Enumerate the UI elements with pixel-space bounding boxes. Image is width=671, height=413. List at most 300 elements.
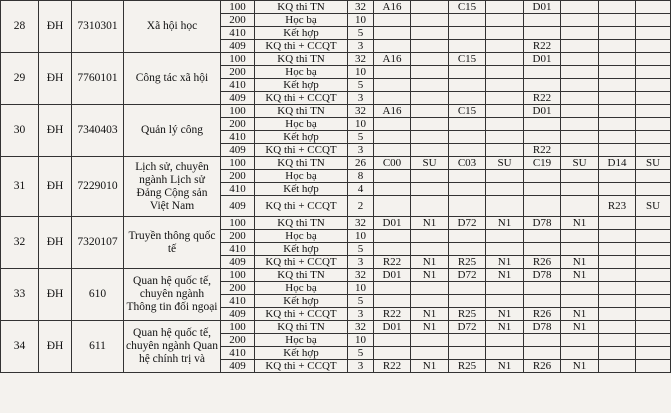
stt-cell: 28 xyxy=(1,1,39,53)
combo-cell xyxy=(374,230,411,243)
combo-cell: R22 xyxy=(374,256,411,269)
combo-cell xyxy=(599,27,636,40)
combo-cell: N1 xyxy=(561,321,599,334)
combo-cell xyxy=(449,131,486,144)
combo-cell: SU xyxy=(561,157,599,170)
combo-cell xyxy=(411,66,449,79)
stt-cell: 30 xyxy=(1,105,39,157)
combo-cell xyxy=(599,269,636,282)
major-code-cell: 610 xyxy=(72,269,124,321)
combo-cell xyxy=(411,282,449,295)
combo-cell xyxy=(636,170,671,183)
major-name-cell: Công tác xã hội xyxy=(124,53,221,105)
combo-cell xyxy=(449,243,486,256)
combo-cell xyxy=(411,196,449,217)
major-name-cell: Xã hội học xyxy=(124,1,221,53)
combo-cell xyxy=(411,230,449,243)
combo-cell xyxy=(374,79,411,92)
method-code-cell: 200 xyxy=(221,170,255,183)
method-name-cell: Kết hợp xyxy=(255,131,348,144)
table-row xyxy=(1,53,671,66)
combo-cell: R26 xyxy=(524,308,561,321)
combo-cell xyxy=(411,295,449,308)
major-code-cell: 7760101 xyxy=(72,53,124,105)
combo-cell xyxy=(486,14,524,27)
combo-cell xyxy=(449,144,486,157)
method-code-cell: 100 xyxy=(221,1,255,14)
level-cell: ĐH xyxy=(39,1,72,53)
method-code-cell: 100 xyxy=(221,217,255,230)
combo-cell xyxy=(524,334,561,347)
combo-cell xyxy=(636,269,671,282)
method-name-cell: KQ thi + CCQT xyxy=(255,144,348,157)
method-code-cell: 409 xyxy=(221,40,255,53)
combo-cell: R26 xyxy=(524,256,561,269)
combo-cell xyxy=(524,118,561,131)
combo-cell: D14 xyxy=(599,157,636,170)
combo-cell xyxy=(599,256,636,269)
method-code-cell: 410 xyxy=(221,27,255,40)
combo-cell xyxy=(524,243,561,256)
combo-cell: D78 xyxy=(524,321,561,334)
combo-cell: SU xyxy=(411,157,449,170)
method-code-cell: 100 xyxy=(221,105,255,118)
combo-cell xyxy=(374,295,411,308)
combo-cell xyxy=(636,118,671,131)
combo-cell xyxy=(411,347,449,360)
combo-cell xyxy=(411,183,449,196)
combo-cell: A16 xyxy=(374,53,411,66)
method-name-cell: KQ thi TN xyxy=(255,217,348,230)
method-name-cell: KQ thi + CCQT xyxy=(255,308,348,321)
combo-cell xyxy=(486,79,524,92)
combo-cell: N1 xyxy=(486,321,524,334)
combo-cell xyxy=(524,131,561,144)
combo-cell xyxy=(636,334,671,347)
combo-cell xyxy=(561,196,599,217)
combo-cell xyxy=(561,170,599,183)
combo-cell: N1 xyxy=(486,269,524,282)
combo-cell xyxy=(486,243,524,256)
combo-cell xyxy=(599,170,636,183)
method-code-cell: 100 xyxy=(221,53,255,66)
level-cell: ĐH xyxy=(39,269,72,321)
combo-cell: SU xyxy=(636,157,671,170)
combo-cell xyxy=(524,196,561,217)
combo-cell: N1 xyxy=(411,217,449,230)
major-name-cell: Quan hệ quốc tế, chuyên ngành Quan hệ chính trị và xyxy=(124,321,221,373)
combo-cell xyxy=(374,170,411,183)
quota-cell: 5 xyxy=(348,347,374,360)
combo-cell xyxy=(524,14,561,27)
combo-cell xyxy=(374,183,411,196)
combo-cell xyxy=(561,282,599,295)
method-code-cell: 409 xyxy=(221,256,255,269)
combo-cell xyxy=(636,105,671,118)
combo-cell xyxy=(374,27,411,40)
quota-cell: 4 xyxy=(348,183,374,196)
combo-cell xyxy=(599,14,636,27)
combo-cell xyxy=(486,196,524,217)
combo-cell xyxy=(411,144,449,157)
combo-cell xyxy=(561,66,599,79)
quota-cell: 3 xyxy=(348,308,374,321)
major-code-cell: 7229010 xyxy=(72,157,124,217)
method-code-cell: 200 xyxy=(221,282,255,295)
combo-cell: D72 xyxy=(449,217,486,230)
method-name-cell: Học bạ xyxy=(255,282,348,295)
method-code-cell: 410 xyxy=(221,183,255,196)
method-name-cell: Học bạ xyxy=(255,14,348,27)
combo-cell xyxy=(636,347,671,360)
method-code-cell: 410 xyxy=(221,79,255,92)
combo-cell xyxy=(599,334,636,347)
method-code-cell: 410 xyxy=(221,131,255,144)
combo-cell xyxy=(449,196,486,217)
method-name-cell: KQ thi TN xyxy=(255,321,348,334)
combo-cell xyxy=(411,40,449,53)
combo-cell xyxy=(524,282,561,295)
combo-cell xyxy=(411,243,449,256)
combo-cell xyxy=(599,1,636,14)
method-name-cell: Học bạ xyxy=(255,66,348,79)
combo-cell: D01 xyxy=(374,321,411,334)
combo-cell xyxy=(599,183,636,196)
method-code-cell: 410 xyxy=(221,295,255,308)
quota-cell: 10 xyxy=(348,334,374,347)
combo-cell xyxy=(486,53,524,66)
combo-cell xyxy=(486,92,524,105)
combo-cell: R22 xyxy=(524,92,561,105)
combo-cell: N1 xyxy=(561,360,599,373)
combo-cell xyxy=(636,14,671,27)
combo-cell xyxy=(486,1,524,14)
method-code-cell: 410 xyxy=(221,347,255,360)
method-name-cell: Kết hợp xyxy=(255,347,348,360)
combo-cell xyxy=(524,295,561,308)
combo-cell xyxy=(599,92,636,105)
method-code-cell: 409 xyxy=(221,196,255,217)
method-name-cell: Học bạ xyxy=(255,334,348,347)
quota-cell: 3 xyxy=(348,144,374,157)
combo-cell xyxy=(486,27,524,40)
quota-cell: 5 xyxy=(348,295,374,308)
table-row xyxy=(1,105,671,118)
combo-cell xyxy=(636,230,671,243)
combo-cell: N1 xyxy=(411,308,449,321)
combo-cell xyxy=(524,170,561,183)
combo-cell: D01 xyxy=(524,53,561,66)
method-name-cell: KQ thi + CCQT xyxy=(255,92,348,105)
combo-cell: N1 xyxy=(411,269,449,282)
quota-cell: 8 xyxy=(348,170,374,183)
combo-cell: N1 xyxy=(411,321,449,334)
combo-cell xyxy=(599,282,636,295)
combo-cell xyxy=(374,196,411,217)
table-row xyxy=(1,217,671,230)
combo-cell xyxy=(636,183,671,196)
level-cell: ĐH xyxy=(39,105,72,157)
combo-cell: D01 xyxy=(374,269,411,282)
combo-cell xyxy=(561,105,599,118)
combo-cell: SU xyxy=(636,196,671,217)
combo-cell: N1 xyxy=(486,256,524,269)
combo-cell xyxy=(411,14,449,27)
method-name-cell: Học bạ xyxy=(255,170,348,183)
combo-cell xyxy=(599,230,636,243)
combo-cell: N1 xyxy=(486,360,524,373)
method-name-cell: KQ thi TN xyxy=(255,105,348,118)
combo-cell xyxy=(561,1,599,14)
method-code-cell: 409 xyxy=(221,360,255,373)
quota-cell: 10 xyxy=(348,282,374,295)
combo-cell: D72 xyxy=(449,321,486,334)
combo-cell xyxy=(374,131,411,144)
combo-cell xyxy=(411,334,449,347)
method-name-cell: Kết hợp xyxy=(255,183,348,196)
combo-cell xyxy=(374,14,411,27)
level-cell: ĐH xyxy=(39,53,72,105)
combo-cell: C19 xyxy=(524,157,561,170)
combo-cell: R22 xyxy=(374,308,411,321)
combo-cell: N1 xyxy=(486,217,524,230)
combo-cell: N1 xyxy=(411,256,449,269)
combo-cell: D72 xyxy=(449,269,486,282)
combo-cell xyxy=(374,118,411,131)
combo-cell xyxy=(636,79,671,92)
combo-cell: D78 xyxy=(524,269,561,282)
quota-cell: 10 xyxy=(348,66,374,79)
combo-cell xyxy=(636,321,671,334)
combo-cell xyxy=(599,295,636,308)
combo-cell xyxy=(374,243,411,256)
combo-cell xyxy=(561,40,599,53)
combo-cell xyxy=(599,105,636,118)
method-code-cell: 100 xyxy=(221,321,255,334)
combo-cell xyxy=(524,27,561,40)
combo-cell: SU xyxy=(486,157,524,170)
quota-cell: 32 xyxy=(348,53,374,66)
combo-cell xyxy=(486,295,524,308)
combo-cell xyxy=(636,295,671,308)
quota-cell: 3 xyxy=(348,256,374,269)
combo-cell xyxy=(449,170,486,183)
combo-cell xyxy=(599,131,636,144)
combo-cell xyxy=(449,347,486,360)
combo-cell xyxy=(561,118,599,131)
combo-cell xyxy=(599,118,636,131)
combo-cell: R22 xyxy=(374,360,411,373)
combo-cell: C00 xyxy=(374,157,411,170)
method-code-cell: 100 xyxy=(221,157,255,170)
major-code-cell: 611 xyxy=(72,321,124,373)
combo-cell xyxy=(561,183,599,196)
table-body xyxy=(1,1,671,373)
combo-cell: D01 xyxy=(374,217,411,230)
level-cell: ĐH xyxy=(39,321,72,373)
combo-cell xyxy=(411,27,449,40)
combo-cell xyxy=(636,217,671,230)
method-code-cell: 409 xyxy=(221,92,255,105)
method-code-cell: 200 xyxy=(221,66,255,79)
combo-cell xyxy=(411,92,449,105)
combo-cell xyxy=(486,183,524,196)
combo-cell: C15 xyxy=(449,1,486,14)
quota-cell: 10 xyxy=(348,118,374,131)
combo-cell xyxy=(599,217,636,230)
combo-cell xyxy=(486,66,524,79)
combo-cell xyxy=(524,230,561,243)
combo-cell xyxy=(636,256,671,269)
method-name-cell: KQ thi TN xyxy=(255,53,348,66)
combo-cell xyxy=(599,321,636,334)
combo-cell xyxy=(449,295,486,308)
combo-cell xyxy=(449,14,486,27)
quota-cell: 32 xyxy=(348,321,374,334)
combo-cell: N1 xyxy=(411,360,449,373)
combo-cell xyxy=(561,14,599,27)
combo-cell xyxy=(561,79,599,92)
combo-cell xyxy=(636,40,671,53)
combo-cell xyxy=(561,230,599,243)
combo-cell: R26 xyxy=(524,360,561,373)
combo-cell xyxy=(599,40,636,53)
method-name-cell: KQ thi + CCQT xyxy=(255,360,348,373)
combo-cell xyxy=(486,118,524,131)
combo-cell xyxy=(561,295,599,308)
combo-cell xyxy=(374,66,411,79)
quota-cell: 3 xyxy=(348,92,374,105)
combo-cell xyxy=(411,1,449,14)
combo-cell xyxy=(486,347,524,360)
combo-cell xyxy=(561,144,599,157)
combo-cell xyxy=(374,144,411,157)
combo-cell xyxy=(561,334,599,347)
combo-cell xyxy=(449,183,486,196)
quota-cell: 5 xyxy=(348,27,374,40)
combo-cell xyxy=(486,334,524,347)
combo-cell xyxy=(449,27,486,40)
combo-cell xyxy=(486,170,524,183)
quota-cell: 32 xyxy=(348,105,374,118)
combo-cell xyxy=(524,66,561,79)
combo-cell xyxy=(599,66,636,79)
combo-cell xyxy=(599,308,636,321)
combo-cell xyxy=(599,243,636,256)
quota-cell: 32 xyxy=(348,217,374,230)
method-name-cell: Kết hợp xyxy=(255,79,348,92)
combo-cell xyxy=(599,79,636,92)
combo-cell xyxy=(636,53,671,66)
combo-cell xyxy=(524,183,561,196)
combo-cell xyxy=(374,347,411,360)
combo-cell xyxy=(449,230,486,243)
combo-cell xyxy=(636,92,671,105)
combo-cell xyxy=(636,144,671,157)
method-name-cell: Học bạ xyxy=(255,230,348,243)
combo-cell xyxy=(636,282,671,295)
combo-cell xyxy=(486,131,524,144)
combo-cell: A16 xyxy=(374,105,411,118)
major-code-cell: 7310301 xyxy=(72,1,124,53)
method-name-cell: KQ thi + CCQT xyxy=(255,256,348,269)
combo-cell xyxy=(486,144,524,157)
quota-cell: 3 xyxy=(348,40,374,53)
method-code-cell: 200 xyxy=(221,14,255,27)
method-code-cell: 409 xyxy=(221,144,255,157)
method-name-cell: KQ thi + CCQT xyxy=(255,40,348,53)
combo-cell xyxy=(411,79,449,92)
method-code-cell: 200 xyxy=(221,118,255,131)
combo-cell xyxy=(449,282,486,295)
combo-cell xyxy=(636,66,671,79)
combo-cell: N1 xyxy=(486,308,524,321)
combo-cell: A16 xyxy=(374,1,411,14)
combo-cell: C03 xyxy=(449,157,486,170)
combo-cell xyxy=(561,347,599,360)
method-name-cell: Kết hợp xyxy=(255,243,348,256)
combo-cell xyxy=(411,53,449,66)
major-code-cell: 7320107 xyxy=(72,217,124,269)
combo-cell xyxy=(449,92,486,105)
quota-cell: 5 xyxy=(348,131,374,144)
combo-cell xyxy=(374,40,411,53)
combo-cell: C15 xyxy=(449,105,486,118)
combo-cell: C15 xyxy=(449,53,486,66)
combo-cell xyxy=(636,308,671,321)
major-name-cell: Truyền thông quốc tế xyxy=(124,217,221,269)
combo-cell xyxy=(486,105,524,118)
combo-cell xyxy=(599,53,636,66)
combo-cell: R23 xyxy=(599,196,636,217)
quota-cell: 3 xyxy=(348,360,374,373)
combo-cell: D01 xyxy=(524,1,561,14)
combo-cell xyxy=(636,27,671,40)
combo-cell xyxy=(561,27,599,40)
combo-cell xyxy=(449,79,486,92)
combo-cell: N1 xyxy=(561,269,599,282)
stt-cell: 33 xyxy=(1,269,39,321)
combo-cell xyxy=(449,66,486,79)
combo-cell xyxy=(486,230,524,243)
method-name-cell: KQ thi TN xyxy=(255,1,348,14)
combo-cell xyxy=(486,282,524,295)
level-cell: ĐH xyxy=(39,157,72,217)
combo-cell xyxy=(449,118,486,131)
major-code-cell: 7340403 xyxy=(72,105,124,157)
stt-cell: 34 xyxy=(1,321,39,373)
combo-cell xyxy=(411,170,449,183)
combo-cell xyxy=(449,334,486,347)
combo-cell: N1 xyxy=(561,217,599,230)
combo-cell xyxy=(599,144,636,157)
combo-cell xyxy=(374,334,411,347)
major-name-cell: Lịch sử, chuyên ngành Lịch sử Đảng Cộng sản Việt Nam xyxy=(124,157,221,217)
level-cell: ĐH xyxy=(39,217,72,269)
combo-cell xyxy=(561,243,599,256)
method-code-cell: 200 xyxy=(221,230,255,243)
combo-cell xyxy=(561,53,599,66)
combo-cell xyxy=(374,92,411,105)
combo-cell xyxy=(411,131,449,144)
major-name-cell: Quản lý công xyxy=(124,105,221,157)
combo-cell xyxy=(599,360,636,373)
method-code-cell: 410 xyxy=(221,243,255,256)
combo-cell: R25 xyxy=(449,360,486,373)
method-name-cell: KQ thi TN xyxy=(255,157,348,170)
combo-cell: N1 xyxy=(561,308,599,321)
method-code-cell: 100 xyxy=(221,269,255,282)
